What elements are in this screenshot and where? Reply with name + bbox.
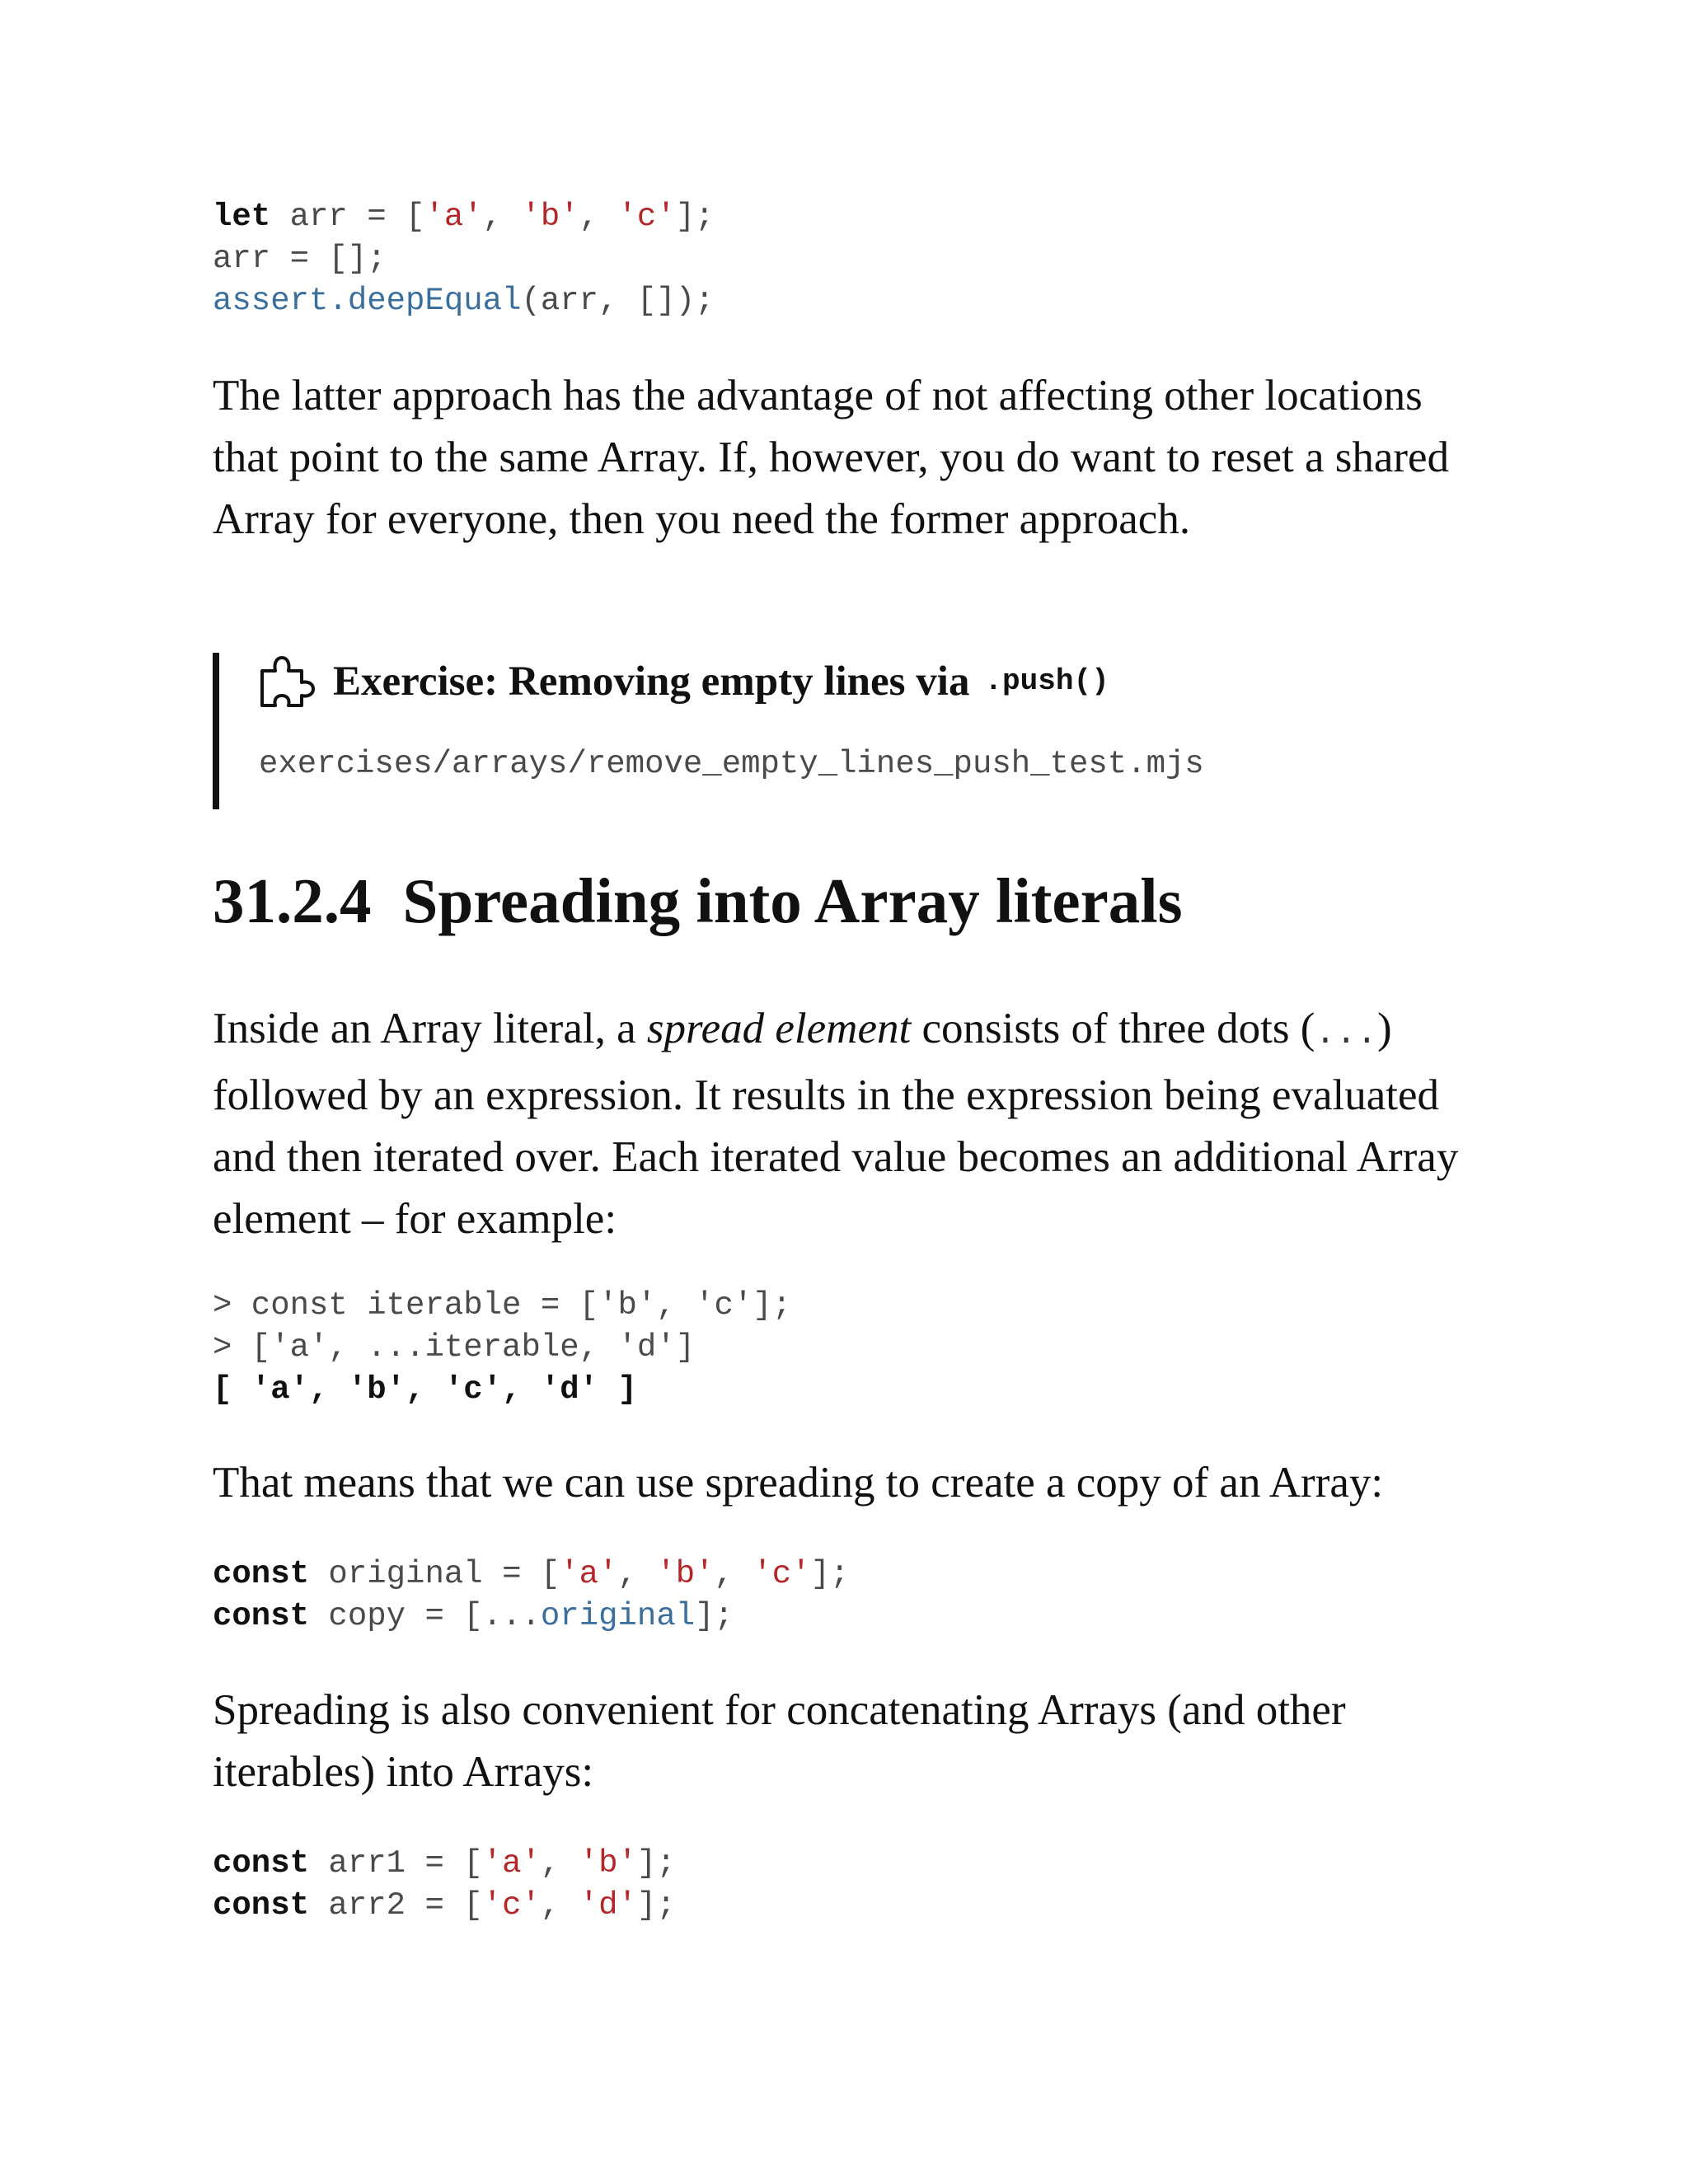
- code-line: > const iterable = ['b', 'c'];: [213, 1287, 792, 1324]
- code-line: > ['a', ...iterable, 'd']: [213, 1329, 696, 1366]
- code-block-copy: [213, 1554, 849, 1638]
- code-line: const copy = [...original];: [213, 1598, 734, 1634]
- code-line: const arr1 = ['a', 'b'];: [213, 1845, 676, 1882]
- exercise-title: Exercise: Removing empty lines via .push(): [259, 653, 1204, 710]
- exercise-callout: [213, 653, 1204, 809]
- code-block-reset: [213, 196, 715, 322]
- code-line: const arr2 = ['c', 'd'];: [213, 1887, 676, 1924]
- code-output-line: [ 'a', 'b', 'c', 'd' ]: [213, 1371, 637, 1408]
- code-line: assert.deepEqual(arr, []);: [213, 283, 715, 319]
- paragraph: That means that we can use spreading to create a copy of an Array:: [213, 1459, 1384, 1507]
- section-heading: 31.2.4 Spreading into Array literals: [213, 865, 1183, 936]
- exercise-file-link[interactable]: exercises/arrays/remove_empty_lines_push_test.mjs: [259, 746, 1204, 782]
- code-line: arr = [];: [213, 241, 387, 277]
- paragraph: The latter approach has the advantage of not affecting other locations that point to the same Array. If, however, you do want to reset a shared Array for everyone, then you need the former approach.: [213, 372, 1450, 543]
- paragraph: Inside an Array literal, a spread element consists of three dots (...) followed by an expression. It results in the expression being evaluated and then iterated over. Each iterated value becomes an additional Array element – for example:: [213, 1005, 1459, 1243]
- paragraph: Spreading is also convenient for concatenating Arrays (and other iterables) into Arrays:: [213, 1686, 1346, 1796]
- code-line: let arr = ['a', 'b', 'c'];: [213, 199, 715, 235]
- code-line: const original = ['a', 'b', 'c'];: [213, 1556, 850, 1592]
- code-block-concat: [213, 1843, 676, 1927]
- puzzle-icon: [259, 654, 318, 709]
- code-block-repl: [213, 1285, 791, 1411]
